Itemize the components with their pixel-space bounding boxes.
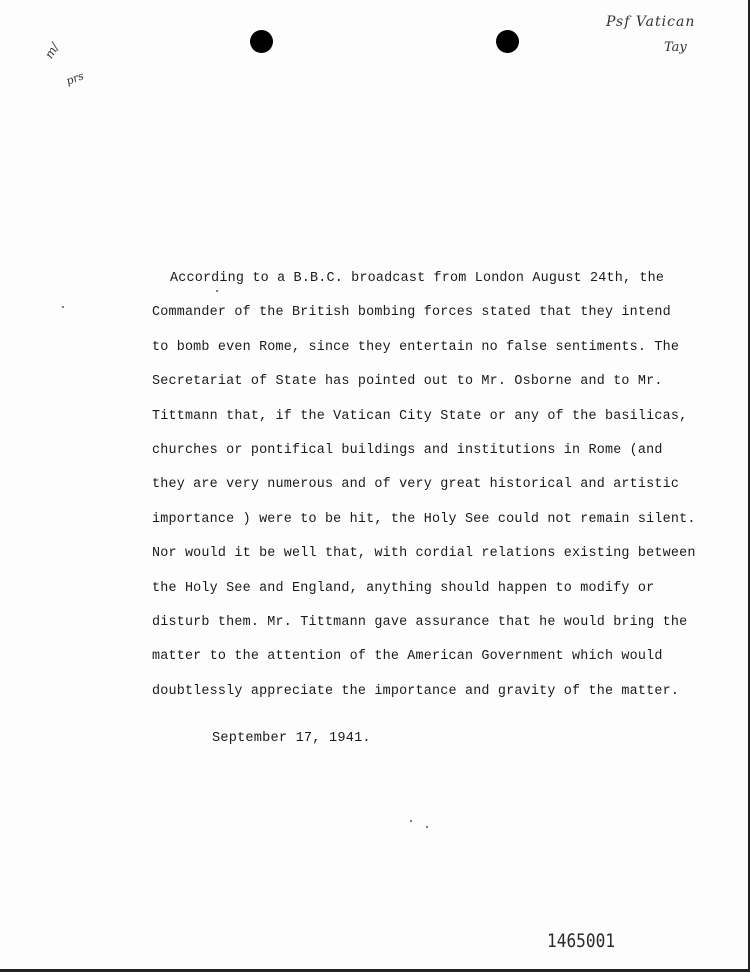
body-line: churches or pontifical buildings and institutions in Rome (and (152, 442, 663, 458)
handwritten-file-note: Psf Vatican (606, 14, 696, 30)
archive-document-number: 1465001 (547, 930, 616, 952)
handwritten-initial-mark: m/ (42, 40, 62, 61)
body-line: According to a B.B.C. broadcast from London August 24th, the (170, 271, 665, 286)
body-line: disturb them. Mr. Tittmann gave assurance that he would bring the (152, 614, 688, 630)
body-line: Commander of the British bombing forces stated that they intend (152, 305, 671, 321)
paper-speck (410, 820, 412, 822)
body-line: Tittmann that, if the Vatican City State or any of the basilicas, (152, 408, 688, 424)
punch-hole-right (496, 30, 519, 53)
handwritten-file-note-second-line: Tay (664, 40, 687, 55)
paper-speck (216, 290, 218, 292)
memo-date: September 17, 1941. (212, 731, 371, 746)
handwritten-initial-mark-second: prs (64, 69, 86, 88)
paper-speck (62, 306, 64, 308)
body-line: matter to the attention of the American Government which would (152, 649, 663, 665)
body-line: to bomb even Rome, since they entertain no false sentiments. The (152, 339, 680, 355)
body-line: Nor would it be well that, with cordial relations existing between (152, 546, 696, 562)
body-line: Secretariat of State has pointed out to Mr. Osborne and to Mr. (152, 374, 663, 390)
body-line: they are very numerous and of very great historical and artistic (152, 477, 680, 493)
body-line: the Holy See and England, anything should happen to modify or (152, 580, 655, 596)
punch-hole-left (250, 30, 273, 53)
body-line: importance ) were to be hit, the Holy See could not remain silent. (152, 511, 696, 527)
body-line: doubtlessly appreciate the importance and gravity of the matter. (152, 683, 680, 699)
memo-body (152, 262, 744, 709)
paper-speck (426, 826, 428, 828)
